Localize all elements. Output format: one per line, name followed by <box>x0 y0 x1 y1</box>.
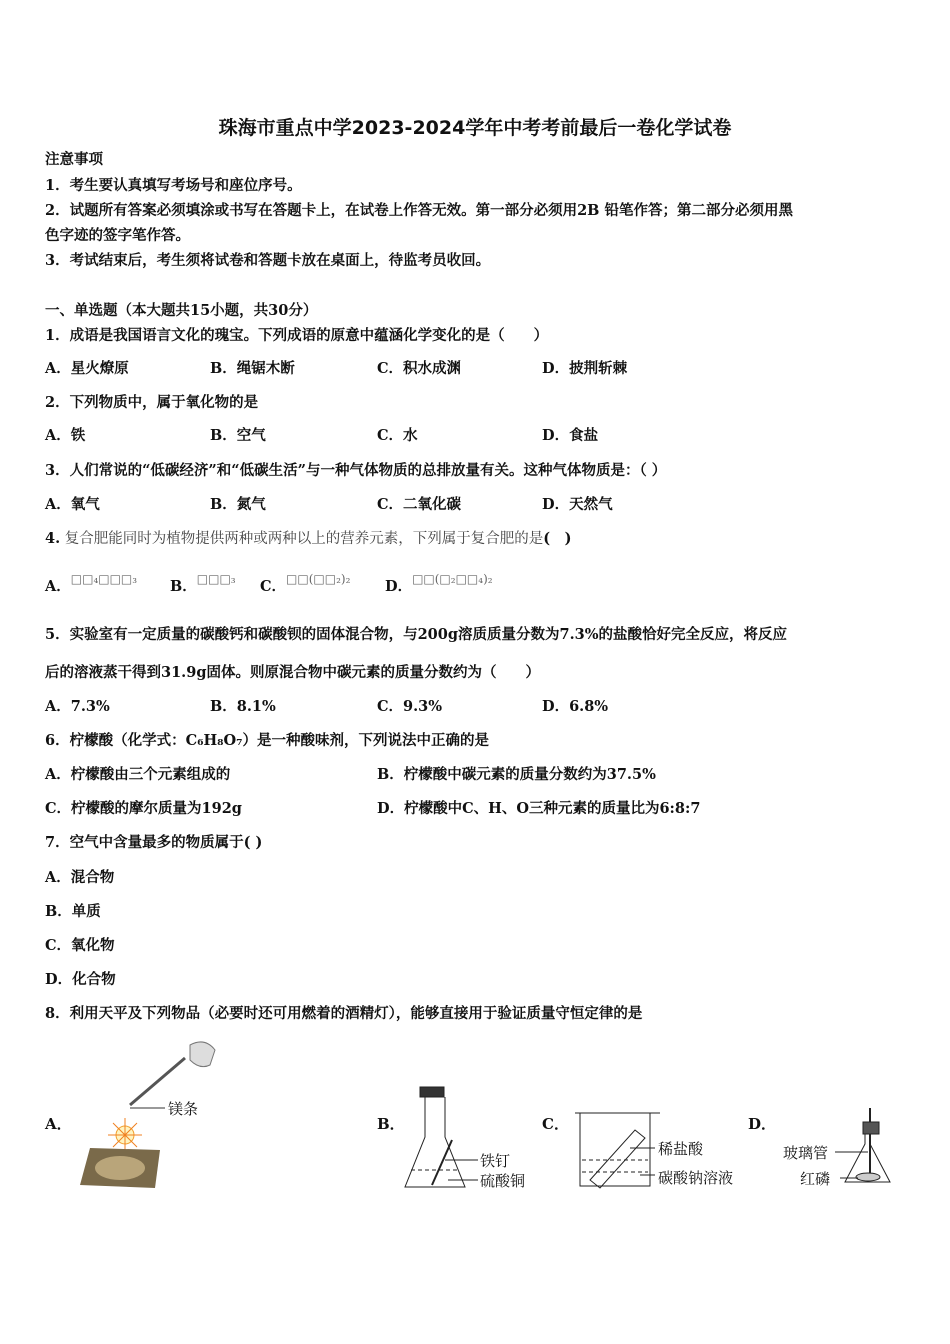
option: C．二氧化碳 <box>377 496 462 513</box>
option <box>260 572 351 597</box>
label-iron-nail: 铁钉 <box>480 1152 511 1170</box>
option-formula: □□(□□₂)₂ <box>286 572 351 586</box>
option: D． <box>748 1115 777 1133</box>
option: A．混合物 <box>45 869 115 886</box>
question-stem: 7．空气中含量最多的物质属于( ) <box>45 834 263 851</box>
option: A．星火燎原 <box>45 360 129 377</box>
option <box>170 572 236 597</box>
figure-magnesium-burning <box>80 1042 215 1188</box>
option: B．绳锯木断 <box>210 360 295 377</box>
option: D．6.8% <box>542 698 609 715</box>
label-sodium-carbonate: 碳酸钠溶液 <box>658 1169 734 1187</box>
option-formula: □□□₃ <box>196 572 236 586</box>
label-dilute-hcl: 稀盐酸 <box>658 1140 704 1158</box>
option-label: A． <box>45 578 71 595</box>
question-number: 4. <box>45 530 61 547</box>
option <box>45 572 138 597</box>
option-label: D． <box>385 578 413 595</box>
option-formula: □□₄□□□₃ <box>70 572 138 586</box>
question-stem <box>45 529 571 549</box>
option: B．单质 <box>45 903 101 920</box>
option: D．披荆斩棘 <box>542 360 628 377</box>
option: C．水 <box>377 427 418 444</box>
option <box>385 572 493 597</box>
option: C．氧化物 <box>45 937 115 954</box>
question-text: 复合肥能同时为植物提供两种或两种以上的营养元素，下列属于复合肥的是 <box>64 531 544 547</box>
question-stem: 5．实验室有一定质量的碳酸钙和碳酸钡的固体混合物，与200g溶质质量分数为7.3%的盐酸恰好完全反应，将反应 <box>45 626 787 643</box>
option: A．氧气 <box>45 496 100 513</box>
question-stem: 6．柠檬酸（化学式：C₆H₈O₇）是一种酸味剂，下列说法中正确的是 <box>45 732 490 749</box>
notice-heading: 注意事项 <box>45 151 103 168</box>
label-red-phosphorus: 红磷 <box>800 1170 831 1188</box>
figure-beaker <box>575 1113 660 1188</box>
option: B．柠檬酸中碳元素的质量分数约为37.5% <box>377 766 656 783</box>
option: D．化合物 <box>45 971 116 988</box>
label-magnesium: 镁条 <box>168 1100 199 1118</box>
option: B． <box>377 1115 405 1133</box>
option-formula: □□(□₂□□₄)₂ <box>412 572 493 586</box>
question-stem: 8．利用天平及下列物品（必要时还可用燃着的酒精灯），能够直接用于验证质量守恒定律的是 <box>45 1005 643 1022</box>
figure-red-phosphorus <box>835 1108 890 1182</box>
option: B．氮气 <box>210 496 266 513</box>
experiment-figures <box>0 1030 950 1200</box>
option-label: B． <box>170 578 197 595</box>
option: D．柠檬酸中C、H、O三种元素的质量比为6:8:7 <box>377 800 701 817</box>
option: C．积水成渊 <box>377 360 462 377</box>
option: C．柠檬酸的摩尔质量为192g <box>45 800 242 817</box>
question-stem: 2．下列物质中，属于氧化物的是 <box>45 394 259 411</box>
figure-flask-iron-nail <box>405 1087 478 1187</box>
answer-paren: ( ) <box>543 530 572 547</box>
option: D．天然气 <box>542 496 613 513</box>
option: B．8.1% <box>210 698 276 715</box>
notice-item: 2．试题所有答案必须填涂或书写在答题卡上，在试卷上作答无效。第一部分必须用2B 铅笔作答；第二部分必须用黑 <box>45 202 793 219</box>
option: C． <box>542 1115 569 1133</box>
option: A．7.3% <box>45 698 110 715</box>
question-stem: 1．成语是我国语言文化的瑰宝。下列成语的原意中蕴涵化学变化的是（ ） <box>45 327 549 344</box>
question-stem: 3．人们常说的“低碳经济”和“低碳生活”与一种气体物质的总排放量有关。这种气体物质是：（ ） <box>45 462 667 479</box>
option: A．铁 <box>45 427 86 444</box>
section-heading: 一、单选题（本大题共15小题，共30分） <box>45 302 318 319</box>
label-copper-sulfate: 硫酸铜 <box>480 1172 526 1190</box>
notice-item: 色字迹的签字笔作答。 <box>45 227 190 244</box>
option: B．空气 <box>210 427 266 444</box>
option: A． <box>45 1115 72 1133</box>
notice-item: 3．考试结束后，考生须将试卷和答题卡放在桌面上，待监考员收回。 <box>45 252 491 269</box>
option: D．食盐 <box>542 427 599 444</box>
label-glass-tube: 玻璃管 <box>783 1144 829 1162</box>
option: A．柠檬酸由三个元素组成的 <box>45 766 231 783</box>
option: C．9.3% <box>377 698 443 715</box>
question-stem: 后的溶液蒸干得到31.9g固体。则原混合物中碳元素的质量分数约为（ ） <box>45 664 540 681</box>
notice-item: 1．考生要认真填写考场号和座位序号。 <box>45 177 302 194</box>
option-label: C． <box>260 578 287 595</box>
exam-title: 珠海市重点中学2023-2024学年中考考前最后一卷化学试卷 <box>218 117 732 139</box>
